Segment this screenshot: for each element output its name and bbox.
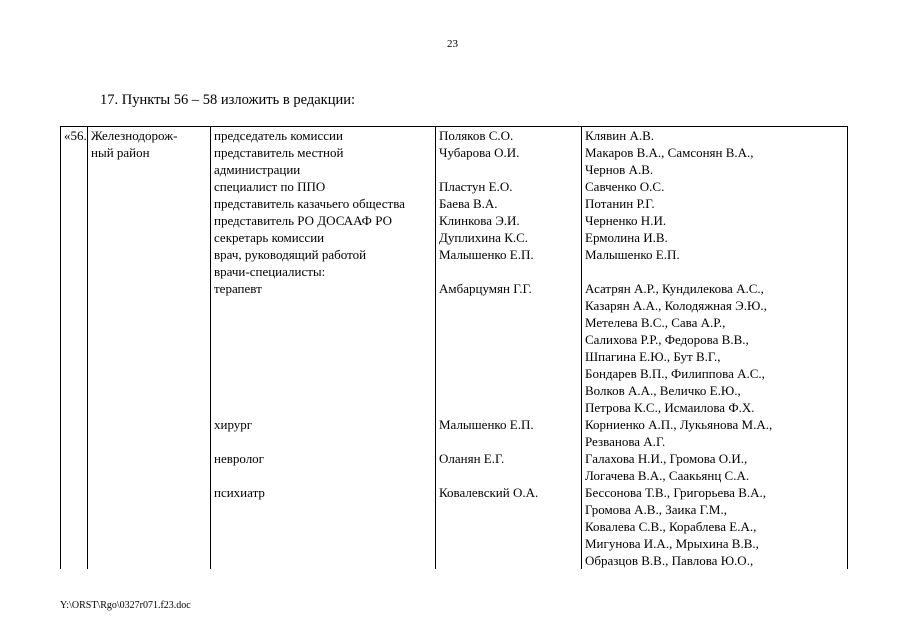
role-line: врач, руководящий работой [214,247,367,262]
chief-name [439,535,578,552]
chief-name [439,518,578,535]
member-names: Образцов В.В., Павлова Ю.О., [585,553,754,568]
member-names: Громова А.В., Заика Г.М., [585,502,727,517]
district-line: ный район [91,145,150,160]
member-names: Петрова К.С., Исмаилова Ф.Х. [585,400,755,415]
member-names: Галахова Н.И., Громова О.И., [585,451,748,466]
member-names: Бондарев В.П., Филиппова А.С., [585,366,765,381]
role-line [214,501,432,518]
role-line: администрации [214,162,301,177]
chief-name [439,263,578,280]
members-column [582,127,848,570]
chief-name: Баева В.А. [439,196,498,211]
member-names: Метелева В.С., Сава А.Р., [585,315,726,330]
member-names: Потанин Р.Г. [585,196,655,211]
chief-name [439,297,578,314]
member-names: Шпагина Е.Ю., Бут В.Г., [585,349,721,364]
chief-name: Пластун Е.О. [439,179,513,194]
role-line [214,297,432,314]
chief-name [439,399,578,416]
member-names: Макаров В.А., Самсонян В.А., [585,145,754,160]
role-line: хирург [214,417,253,432]
chief-name: Малышенко Е.П. [439,417,534,432]
role-line [214,365,432,382]
role-line: специалист по ППО [214,179,326,194]
member-names: Казарян А.А., Колодяжная Э.Ю., [585,298,767,313]
role-line: председатель комиссии [214,128,343,143]
member-names: Чернов А.В. [585,162,654,177]
member-names: Бессонова Т.В., Григорьева В.А., [585,485,767,500]
member-names: Корниенко А.П., Лукьянова М.А., [585,417,773,432]
member-names: Салихова Р.Р., Федорова В.В., [585,332,749,347]
role-line: представитель казачьего общества [214,196,405,211]
chief-name: Чубарова О.И. [439,145,520,160]
chief-name: Малышенко Е.П. [439,247,534,262]
role-line [214,399,432,416]
role-line [214,518,432,535]
chief-name [439,331,578,348]
member-names: Малышенко Е.П. [585,247,680,262]
role-line: секретарь комиссии [214,230,325,245]
role-line [214,535,432,552]
commission-table [60,126,848,569]
member-names: Савченко О.С. [585,179,665,194]
member-names: Логачева В.А., Саакьянц С.А. [585,468,750,483]
page-number: 23 [447,38,458,50]
role-line [214,433,432,450]
role-line: представитель РО ДОСААФ РО [214,213,392,228]
chief-name [439,433,578,450]
role-line: представитель местной [214,145,344,160]
chief-column [436,127,582,570]
role-line [214,552,432,569]
item-number-cell [61,127,88,570]
role-line [214,382,432,399]
table-row [61,127,848,570]
chief-name [439,365,578,382]
member-names: Ермолина И.В. [585,230,668,245]
role-line [214,314,432,331]
district-line: Железнодорож- [91,128,178,143]
chief-name [439,501,578,518]
member-names: Резванова А.Г. [585,434,666,449]
role-line [214,331,432,348]
chief-name: Поляков С.О. [439,128,514,143]
chief-name [439,161,578,178]
role-line [214,467,432,484]
member-names: Асатрян А.Р., Кундилекова А.С., [585,281,764,296]
chief-name [439,314,578,331]
district-cell [88,127,211,570]
member-names [585,263,844,280]
intro-paragraph: 17. Пункты 56 – 58 изложить в редакции: [100,92,356,108]
item-number: «56. [64,128,87,143]
role-line: невролог [214,451,265,466]
member-names: Волков А.А., Величко Е.Ю., [585,383,741,398]
chief-name: Оланян Е.Г. [439,451,505,466]
chief-name: Амбарцумян Г.Г. [439,281,532,296]
member-names: Ковалева С.В., Кораблева Е.А., [585,519,757,534]
chief-name [439,382,578,399]
member-names: Мигунова И.А., Мрыхина В.В., [585,536,759,551]
role-column [211,127,436,570]
role-line: врачи-специалисты: [214,264,326,279]
member-names: Черненко Н.И. [585,213,667,228]
chief-name [439,552,578,569]
chief-name [439,467,578,484]
member-names: Клявин А.В. [585,128,654,143]
chief-name [439,348,578,365]
chief-name: Клинкова Э.И. [439,213,520,228]
role-line [214,348,432,365]
chief-name: Ковалевский О.А. [439,485,539,500]
file-path-footer: Y:\ORST\Rgo\0327r071.f23.doc [60,600,191,611]
role-line: терапевт [214,281,262,296]
role-line: психиатр [214,485,265,500]
chief-name: Дуплихина К.С. [439,230,529,245]
